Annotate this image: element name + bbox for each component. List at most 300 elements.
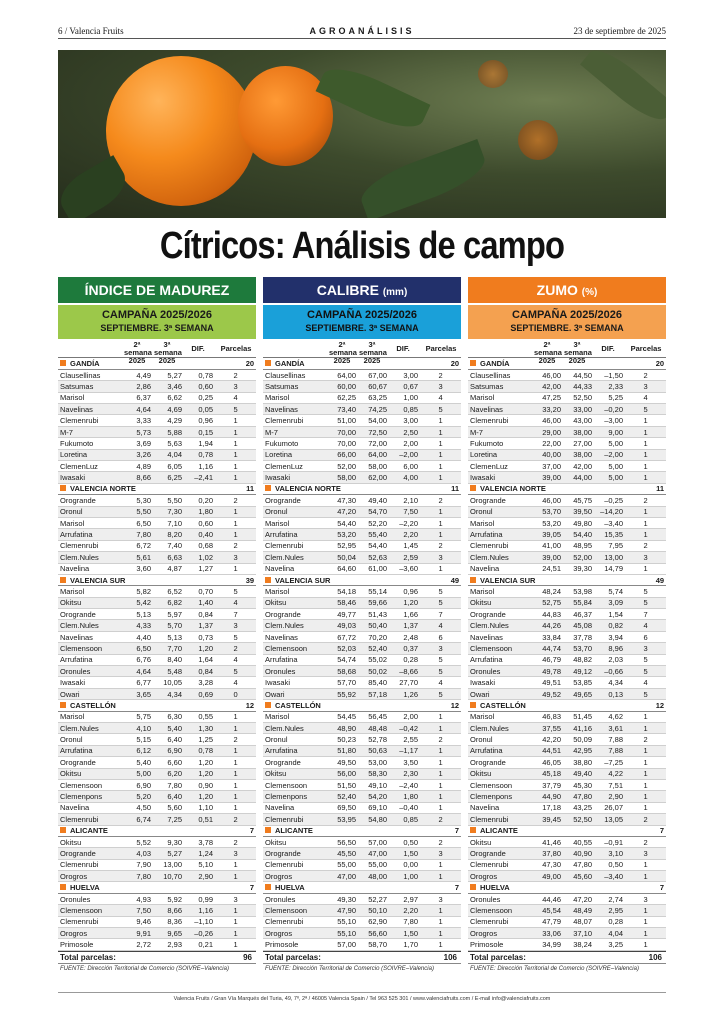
region-count: 7 [625,825,666,836]
week2-cell: 4,03 [122,848,153,859]
variety-cell: Arrufatina [263,529,327,540]
dif-cell: 1,37 [389,620,420,631]
parcelas-cell: 1 [625,939,666,950]
dif-cell: 3,61 [594,723,625,734]
week2-cell: 17,18 [532,802,563,813]
parcelas-cell: 2 [625,836,666,847]
parcelas-cell: 1 [625,563,666,574]
column-header-s3: 3ª semana 2025 [564,340,592,365]
parcelas-cell: 1 [625,506,666,517]
parcelas-cell: 1 [625,415,666,426]
dif-cell: 0,50 [389,836,420,847]
region-bullet-icon [265,485,271,491]
week2-cell: 73,40 [327,404,358,415]
parcelas-cell: 3 [215,893,256,904]
week2-cell: 49,78 [532,666,563,677]
table-row [58,871,256,882]
parcelas-cell: 5 [420,688,461,699]
table-row [263,461,461,472]
week2-cell: 40,00 [532,449,563,460]
week2-cell: 2,86 [122,381,153,392]
table-row [263,677,461,688]
week3-cell: 52,27 [358,893,389,904]
dif-cell: 14,79 [594,563,625,574]
week2-cell: 4,50 [122,802,153,813]
parcelas-cell: 1 [215,438,256,449]
parcelas-cell: 1 [625,871,666,882]
week3-cell: 49,40 [563,768,594,779]
parcelas-cell: 1 [420,506,461,517]
week2-cell: 4,64 [122,404,153,415]
week3-cell: 54,00 [358,415,389,426]
variety-cell: Clemensoon [468,779,532,790]
dif-cell: 1,54 [594,609,625,620]
table-row [263,734,461,745]
variety-cell: Clemensoon [263,905,327,916]
dif-cell: 3,50 [389,757,420,768]
week3-cell: 5,97 [153,609,184,620]
table-row [468,768,666,779]
section-name: AGROANÁLISIS [309,26,415,36]
week3-cell: 44,33 [563,381,594,392]
week3-cell: 6,62 [153,392,184,403]
region-name: VALENCIA NORTE [275,484,341,494]
dif-cell: 5,74 [594,586,625,597]
table-row [263,905,461,916]
week3-cell: 6,82 [153,597,184,608]
variety-cell: Clem.Nules [468,620,532,631]
variety-cell: Clem.Nules [58,620,122,631]
table-row [58,529,256,540]
week2-cell: 41,46 [532,836,563,847]
region-count: 7 [215,882,256,893]
week3-cell: 10,05 [153,677,184,688]
dif-cell: –0,26 [184,928,215,939]
week2-cell: 53,95 [327,814,358,825]
parcelas-cell: 1 [625,916,666,927]
region-bullet-icon [470,827,476,833]
dif-cell: –2,00 [389,449,420,460]
week3-cell: 50,40 [358,620,389,631]
variety-cell: Fukumoto [58,438,122,449]
dif-cell: 7,51 [594,779,625,790]
variety-cell: Oronul [263,734,327,745]
week2-cell: 5,00 [122,768,153,779]
week2-cell: 55,00 [327,859,358,870]
parcelas-cell: 5 [625,586,666,597]
week3-cell: 48,82 [563,654,594,665]
region-row [58,700,256,711]
parcelas-cell: 7 [420,609,461,620]
region-count: 49 [420,574,461,585]
parcelas-cell: 1 [420,768,461,779]
week2-cell: 54,45 [327,711,358,722]
variety-cell: Loretina [58,449,122,460]
variety-cell: Clemenrubi [263,814,327,825]
week3-cell: 54,40 [563,529,594,540]
campaign-week: SEPTIEMBRE. 3ª SEMANA [510,323,624,333]
week2-cell: 9,46 [122,916,153,927]
week2-cell: 39,45 [532,814,563,825]
variety-cell: Okitsu [468,597,532,608]
week2-cell: 5,52 [122,836,153,847]
table-row [468,688,666,699]
table-row [58,677,256,688]
variety-cell: Clemensoon [58,905,122,916]
table-row [263,802,461,813]
parcelas-cell: 4 [215,597,256,608]
parcelas-cell: 5 [215,404,256,415]
region-bullet-icon [60,702,66,708]
table-row [468,438,666,449]
week3-cell: 49,40 [358,495,389,506]
week2-cell: 7,80 [122,871,153,882]
region-row [58,483,256,494]
variety-cell: Clem.Nules [468,552,532,563]
region-name-cell [58,882,215,893]
week3-cell: 58,00 [358,461,389,472]
week3-cell: 56,60 [358,928,389,939]
dif-cell: –0,42 [389,723,420,734]
dif-cell: 2,20 [389,529,420,540]
table-row [58,415,256,426]
region-count: 12 [215,700,256,711]
table-row [58,723,256,734]
total-parcelas-row [58,951,256,964]
week2-cell: 53,20 [327,529,358,540]
week2-cell: 54,40 [327,517,358,528]
week2-cell: 6,37 [122,392,153,403]
week2-cell: 51,50 [327,779,358,790]
week3-cell: 8,40 [153,654,184,665]
week3-cell: 72,00 [358,438,389,449]
dif-cell: 8,96 [594,643,625,654]
week3-cell: 58,70 [358,939,389,950]
variety-cell: Navelinas [263,404,327,415]
dif-cell: 1,16 [184,461,215,472]
table-row [58,369,256,380]
week2-cell: 51,80 [327,745,358,756]
parcelas-cell: 2 [215,369,256,380]
table-row [58,461,256,472]
week2-cell: 5,50 [122,506,153,517]
week2-cell: 45,54 [532,905,563,916]
week2-cell: 37,00 [532,461,563,472]
region-name-cell [468,483,625,494]
table-row [58,381,256,392]
parcelas-cell: 3 [420,643,461,654]
parcelas-cell: 4 [420,677,461,688]
parcelas-cell: 3 [215,552,256,563]
parcelas-cell: 1 [625,791,666,802]
dif-cell: 6,00 [389,461,420,472]
week2-cell: 49,03 [327,620,358,631]
week3-cell: 70,20 [358,631,389,642]
region-row [263,882,461,893]
region-name-cell [468,882,625,893]
column-header-s2: 2ª semana 2025 [534,340,562,365]
week3-cell: 45,60 [563,871,594,882]
dif-cell: 1,64 [184,654,215,665]
region-bullet-icon [470,360,476,366]
week3-cell: 5,60 [153,802,184,813]
parcelas-cell: 1 [215,939,256,950]
variety-cell: ClemenLuz [468,461,532,472]
week2-cell: 6,50 [122,643,153,654]
parcelas-cell: 5 [625,666,666,677]
parcelas-cell: 1 [420,928,461,939]
variety-cell: Clemensoon [58,779,122,790]
dif-cell: 2,20 [389,905,420,916]
week2-cell: 49,52 [532,688,563,699]
parcelas-cell: 1 [625,426,666,437]
column-heading-label: ZUMO [536,282,578,298]
dif-cell: –7,25 [594,757,625,768]
region-count: 12 [625,700,666,711]
week3-cell: 40,90 [563,848,594,859]
dif-cell: 2,90 [594,791,625,802]
table-row [468,723,666,734]
variety-cell: Orogrande [468,495,532,506]
region-name-cell [58,483,215,494]
variety-cell: Navelina [263,802,327,813]
table-row [58,893,256,904]
dif-cell: 0,82 [594,620,625,631]
parcelas-cell: 4 [420,392,461,403]
parcelas-cell: 1 [420,415,461,426]
dif-cell: 1,80 [184,506,215,517]
region-row [58,574,256,585]
table-row [263,893,461,904]
parcelas-cell: 7 [625,609,666,620]
table-row [263,540,461,551]
region-name: CASTELLÓN [70,700,116,710]
week2-cell: 49,51 [532,677,563,688]
parcelas-cell: 1 [420,779,461,790]
dif-cell: 5,25 [594,392,625,403]
week3-cell: 44,50 [563,369,594,380]
variety-cell: Iwasaki [263,677,327,688]
week2-cell: 5,75 [122,711,153,722]
week3-cell: 6,40 [153,791,184,802]
parcelas-cell: 7 [215,609,256,620]
parcelas-cell: 1 [625,472,666,483]
week2-cell: 53,70 [532,506,563,517]
dif-cell: 4,00 [389,472,420,483]
table-row [263,757,461,768]
variety-cell: Fukumoto [468,438,532,449]
dif-cell: 2,90 [184,871,215,882]
region-name-cell [468,700,625,711]
table-row [263,859,461,870]
parcelas-cell: 4 [625,620,666,631]
variety-cell: Navelinas [468,404,532,415]
week2-cell: 4,64 [122,666,153,677]
parcelas-cell: 5 [420,404,461,415]
table-row [263,723,461,734]
week3-cell: 5,92 [153,893,184,904]
parcelas-cell: 1 [625,757,666,768]
column-heading [58,277,256,303]
parcelas-cell: 1 [215,928,256,939]
variety-cell: Clemenrubi [263,415,327,426]
variety-cell: Clemenrubi [468,540,532,551]
week3-cell: 7,30 [153,506,184,517]
variety-cell: Orogros [263,928,327,939]
variety-cell: Clemenpons [58,791,122,802]
week3-cell: 54,80 [358,814,389,825]
table-row [58,802,256,813]
week3-cell: 54,20 [358,791,389,802]
campaign-label: CAMPAÑA 2025/2026 [101,309,213,321]
region-name: GANDÍA [70,358,100,368]
dif-cell: 0,25 [184,392,215,403]
variety-cell: Clemenrubi [263,859,327,870]
dif-cell: 7,95 [594,540,625,551]
dif-cell: 1,66 [389,609,420,620]
variety-cell: Marisol [58,517,122,528]
table-row [263,688,461,699]
dif-cell: 2,95 [594,905,625,916]
region-name: HUELVA [480,883,510,893]
region-name: VALENCIA SUR [275,575,331,585]
week2-cell: 6,50 [122,517,153,528]
dif-cell: 2,03 [594,654,625,665]
week3-cell: 57,00 [358,836,389,847]
parcelas-cell: 2 [625,369,666,380]
week3-cell: 8,66 [153,905,184,916]
week3-cell: 48,48 [358,723,389,734]
page-footer: Valencia Fruits / Gran Vía Marqués del Turia, 49, 7º, 2ª / 46005 Valencia Spain / Tel 963 525 301 / www.valenciafruits.com / E-mail info@valenciafruits.com [58,992,666,1002]
dif-cell: 3,00 [389,415,420,426]
dif-cell: 0,50 [594,859,625,870]
table-row [468,643,666,654]
week2-cell: 49,77 [327,609,358,620]
parcelas-cell: 1 [420,449,461,460]
week2-cell: 42,20 [532,734,563,745]
region-bullet-icon [60,485,66,491]
column-header-dif: DIF. [191,344,205,353]
week3-cell: 40,55 [563,836,594,847]
region-name: VALENCIA SUR [480,575,536,585]
week3-cell: 6,30 [153,711,184,722]
dif-cell: –2,00 [594,449,625,460]
calibre-column [263,277,461,974]
week2-cell: 5,13 [122,609,153,620]
table-row [58,609,256,620]
week2-cell: 52,40 [327,791,358,802]
week3-cell: 85,40 [358,677,389,688]
table-row [58,666,256,677]
parcelas-cell: 2 [625,495,666,506]
week2-cell: 5,61 [122,552,153,563]
table-row [468,654,666,665]
table-row [468,495,666,506]
table-row [468,814,666,825]
week3-cell: 54,70 [358,506,389,517]
dif-cell: 2,00 [389,438,420,449]
week3-cell: 5,27 [153,369,184,380]
region-count: 11 [420,483,461,494]
dif-cell: 0,67 [389,381,420,392]
dif-cell: 9,00 [594,426,625,437]
week2-cell: 52,03 [327,643,358,654]
region-row [468,825,666,836]
dif-cell: 1,94 [184,438,215,449]
parcelas-cell: 5 [420,597,461,608]
parcelas-cell: 1 [625,745,666,756]
week2-cell: 34,99 [532,939,563,950]
region-name: CASTELLÓN [275,700,321,710]
table-row [58,472,256,483]
variety-cell: Arrufatina [58,654,122,665]
table-row [263,848,461,859]
week3-cell: 6,52 [153,586,184,597]
parcelas-cell: 1 [215,745,256,756]
table-row [263,529,461,540]
week2-cell: 47,90 [327,905,358,916]
page-number-section: 6 / Valencia Fruits [58,26,124,36]
dif-cell: 1,30 [184,723,215,734]
dif-cell: 1,20 [184,768,215,779]
region-name: GANDÍA [480,358,510,368]
week3-cell: 7,25 [153,814,184,825]
table-row [58,905,256,916]
week2-cell: 52,00 [327,461,358,472]
dif-cell: 2,48 [389,631,420,642]
week3-cell: 5,63 [153,438,184,449]
week3-cell: 45,08 [563,620,594,631]
table-row [58,711,256,722]
dif-cell: 0,84 [184,666,215,677]
week3-cell: 37,10 [563,928,594,939]
week3-cell: 47,00 [358,848,389,859]
region-name-cell [263,574,420,585]
variety-cell: Iwasaki [263,472,327,483]
page-header [58,25,666,39]
campaign-banner [58,305,256,339]
parcelas-cell: 2 [215,814,256,825]
dif-cell: 1,37 [184,620,215,631]
variety-cell: Orogros [58,871,122,882]
variety-cell: Orogros [263,871,327,882]
table-row [263,836,461,847]
week3-cell: 72,50 [358,426,389,437]
dif-cell: 4,62 [594,711,625,722]
variety-cell: Orogrande [58,609,122,620]
week3-cell: 52,40 [358,643,389,654]
region-count: 7 [625,882,666,893]
parcelas-cell: 0 [215,688,256,699]
parcelas-cell: 1 [420,859,461,870]
week2-cell: 39,05 [532,529,563,540]
variety-cell: M-7 [468,426,532,437]
week2-cell: 2,72 [122,939,153,950]
table-row [468,415,666,426]
parcelas-cell: 2 [420,540,461,551]
region-count: 7 [420,882,461,893]
table-row [58,643,256,654]
week2-cell: 49,30 [327,893,358,904]
week2-cell: 5,30 [122,495,153,506]
table-row [263,916,461,927]
zumo-column [468,277,666,974]
table-row [468,540,666,551]
variety-cell: Orogros [58,928,122,939]
dif-cell: 0,60 [184,381,215,392]
week3-cell: 47,20 [563,893,594,904]
table-row [263,517,461,528]
